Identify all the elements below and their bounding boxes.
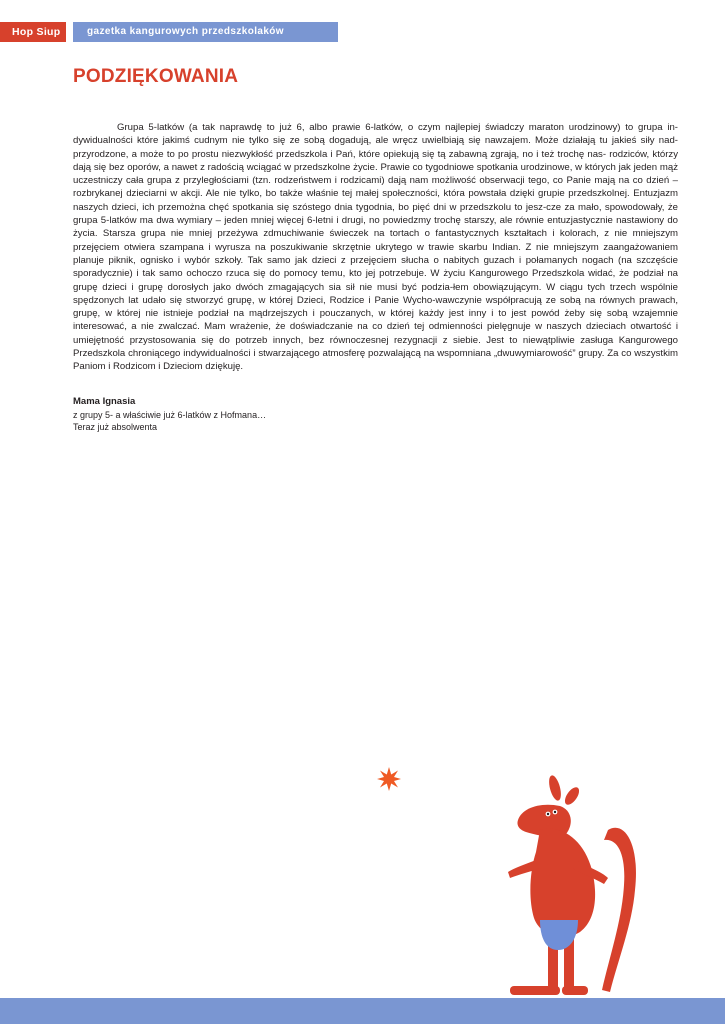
brand-label: Hop Siup	[0, 22, 66, 42]
signature-line-1: z grupy 5- a właściwie już 6-latków z Hofmana…	[73, 410, 267, 420]
kangaroo-icon	[500, 760, 660, 1006]
header-subtitle: gazetka kangurowych przedszkolaków	[73, 22, 338, 42]
article-title: PODZIĘKOWANIA	[73, 66, 239, 87]
star-icon	[377, 767, 401, 791]
signature-name: Mama Ignasia	[73, 396, 136, 407]
article-body: Grupa 5-latków (a tak naprawdę to już 6, albo prawie 6-latków, o czym najlepiej świadczy maraton urodzinowy) to grupa in-dywidualności które jakimś cudnym nie tylko się ze sobą dogadują, ale wręcz uwielbiają się nawzajem. Może działają tu jakieś siły nad-przyrodzone, a może to po prostu niezwykłość przedszkola i Pań, które opiekują się tą zabawną zgrają, no i też trochę nas- rodziców, którzy dają się bez oporów, a nawet z radością wciągać w przedszkolne życie. Prawie co tygodniowe spotkania urodzinowe, w których jak jeden mąż uczestniczy cała grupa z przyległościami (tzn. rodzeństwem i rodzicami) dają nam możliwość obserwacji tego, co Panie mają na co dzień – rozbrykanej dzieciarni w akcji. Ale nie tylko, bo także właśnie tej małej społeczności, która powstała dzięki grupie przedszkolnej. Entuzjazm naszych dzieci, ich przemożna chęć spotkania się szóstego dnia tygodnia, bo pięć dni w przedszkolu to jesz-cze za mało, spowodowały, że grupa 5-latków ma dwa wymiary – jeden mniej więcej 6-letni i drugi, no powiedzmy trochę starszy, ale równie entuzjastycznie nastawiony do życia. Starsza grupa nie mniej przeżywa zdmuchiwanie świeczek na tortach o fantastycznych kształtach i kolorach, z nie mniejszym przejęciem otwiera szampana i wyrusza na poszukiwanie skrzętnie ukrytego w trawie skarbu Indian. Z nie mniejszym zaangażowaniem planuje piknik, ognisko i wybór szkoły. Tak samo jak dzieci z przejęciem słucha o nabitych guzach i połamanych nogach (na szczęście sporadycznie) i tak samo ochoczo rzuca się do pomocy temu, kto jej potrzebuje. W życiu Kangurowego Przedszkola widać, że podział na grupę dzieci i grupę dorosłych jako dwóch zmagających sia sił nie musi być podzia-łem obowiązującym. W ciągu tych trzech wspólnie spędzonych lat udało się stworzyć grupę, w której Dzieci, Rodzice i Panie Wycho-wawczynie współpracują ze sobą na równych prawach, grupę, w której nie istnieje podział na mądrzejszych i pouczanych, w której każdy jest inny i to jest powód żeby się sobą wzajemnie interesować, a nie zwalczać. Mam wrażenie, że doświadczanie na co dzień tej odmienności pielęgnuje w naszych dzieciach otwartość i umiejętność przystosowania się do potrzeb innych, bez równoczesnej rezygnacji z siebie. Jest to niewątpliwie zasługa Kangurowego Przedszkola chroniącego indywidualności i stwarzającego atmosferę pozwalającą na wspomniana „dwuwymiarowość” grupy. Za co wszystkim Paniom i Rodzicom i Dzieciom dziękuję.	[73, 122, 678, 373]
signature	[73, 396, 266, 433]
signature-line-2: Teraz już absolwenta	[73, 422, 158, 432]
footer-bar	[0, 998, 725, 1024]
